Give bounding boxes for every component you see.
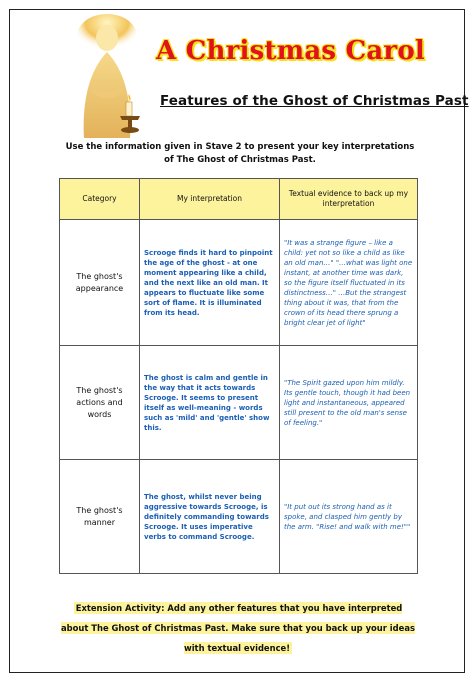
table-row <box>60 220 418 346</box>
interpretation-table <box>59 178 418 574</box>
row-evidence[interactable]: "It put out its strong hand as it spoke, and clasped him gently by the arm. "Rise! and walk with me!"" <box>280 460 418 574</box>
column-header-category: Category <box>60 179 140 220</box>
table-row <box>60 346 418 460</box>
extension-activity-text: Extension Activity: Add any other features that you have interpreted about The Ghost of Christmas Past. Make sure that you back up your ideas with textual evidence! <box>61 603 415 653</box>
instructions: Use the information given in Stave 2 to present your key interpretations of The Ghost of Christmas Past. <box>65 142 415 165</box>
row-interpretation[interactable]: The ghost, whilst never being aggressive towards Scrooge, is definitely commanding towards Scrooge. It uses imperative verbs to command Scrooge. <box>140 460 280 574</box>
row-interpretation[interactable]: Scrooge finds it hard to pinpoint the age of the ghost - at one moment appearing like a child, and the next like an old man. It appears to fluctuate like some sort of flame. It is illuminated from its head. <box>140 220 280 346</box>
row-category: The ghost's appearance <box>60 220 140 346</box>
row-evidence[interactable]: "The Spirit gazed upon him mildly. Its gentle touch, though it had been light and instantaneous, appeared still present to the old man's sense of feeling." <box>280 346 418 460</box>
page-subtitle: Features of the Ghost of Christmas Past <box>160 93 469 109</box>
table-row <box>60 460 418 574</box>
row-evidence[interactable]: "It was a strange figure – like a child: yet not so like a child as like an old man…" "…what was light one instant, at another time was dark, so the figure itself fluctuated in its distinctness…" …But the strangest thing about it was, that from the crown of its head there sprung a bright clear jet of light" <box>280 220 418 346</box>
ghost-with-candle-illustration <box>62 14 152 138</box>
column-header-interpretation: My interpretation <box>140 179 280 220</box>
row-interpretation[interactable]: The ghost is calm and gentle in the way that it acts towards Scrooge. It seems to present itself as well-meaning - words such as 'mild' and 'gentle' show this. <box>140 346 280 460</box>
row-category: The ghost's manner <box>60 460 140 574</box>
row-category: The ghost's actions and words <box>60 346 140 460</box>
extension-activity <box>60 598 416 658</box>
column-header-evidence: Textual evidence to back up my interpretation <box>280 179 418 220</box>
table-header-row <box>60 179 418 220</box>
page-title: A Christmas Carol <box>156 36 425 66</box>
